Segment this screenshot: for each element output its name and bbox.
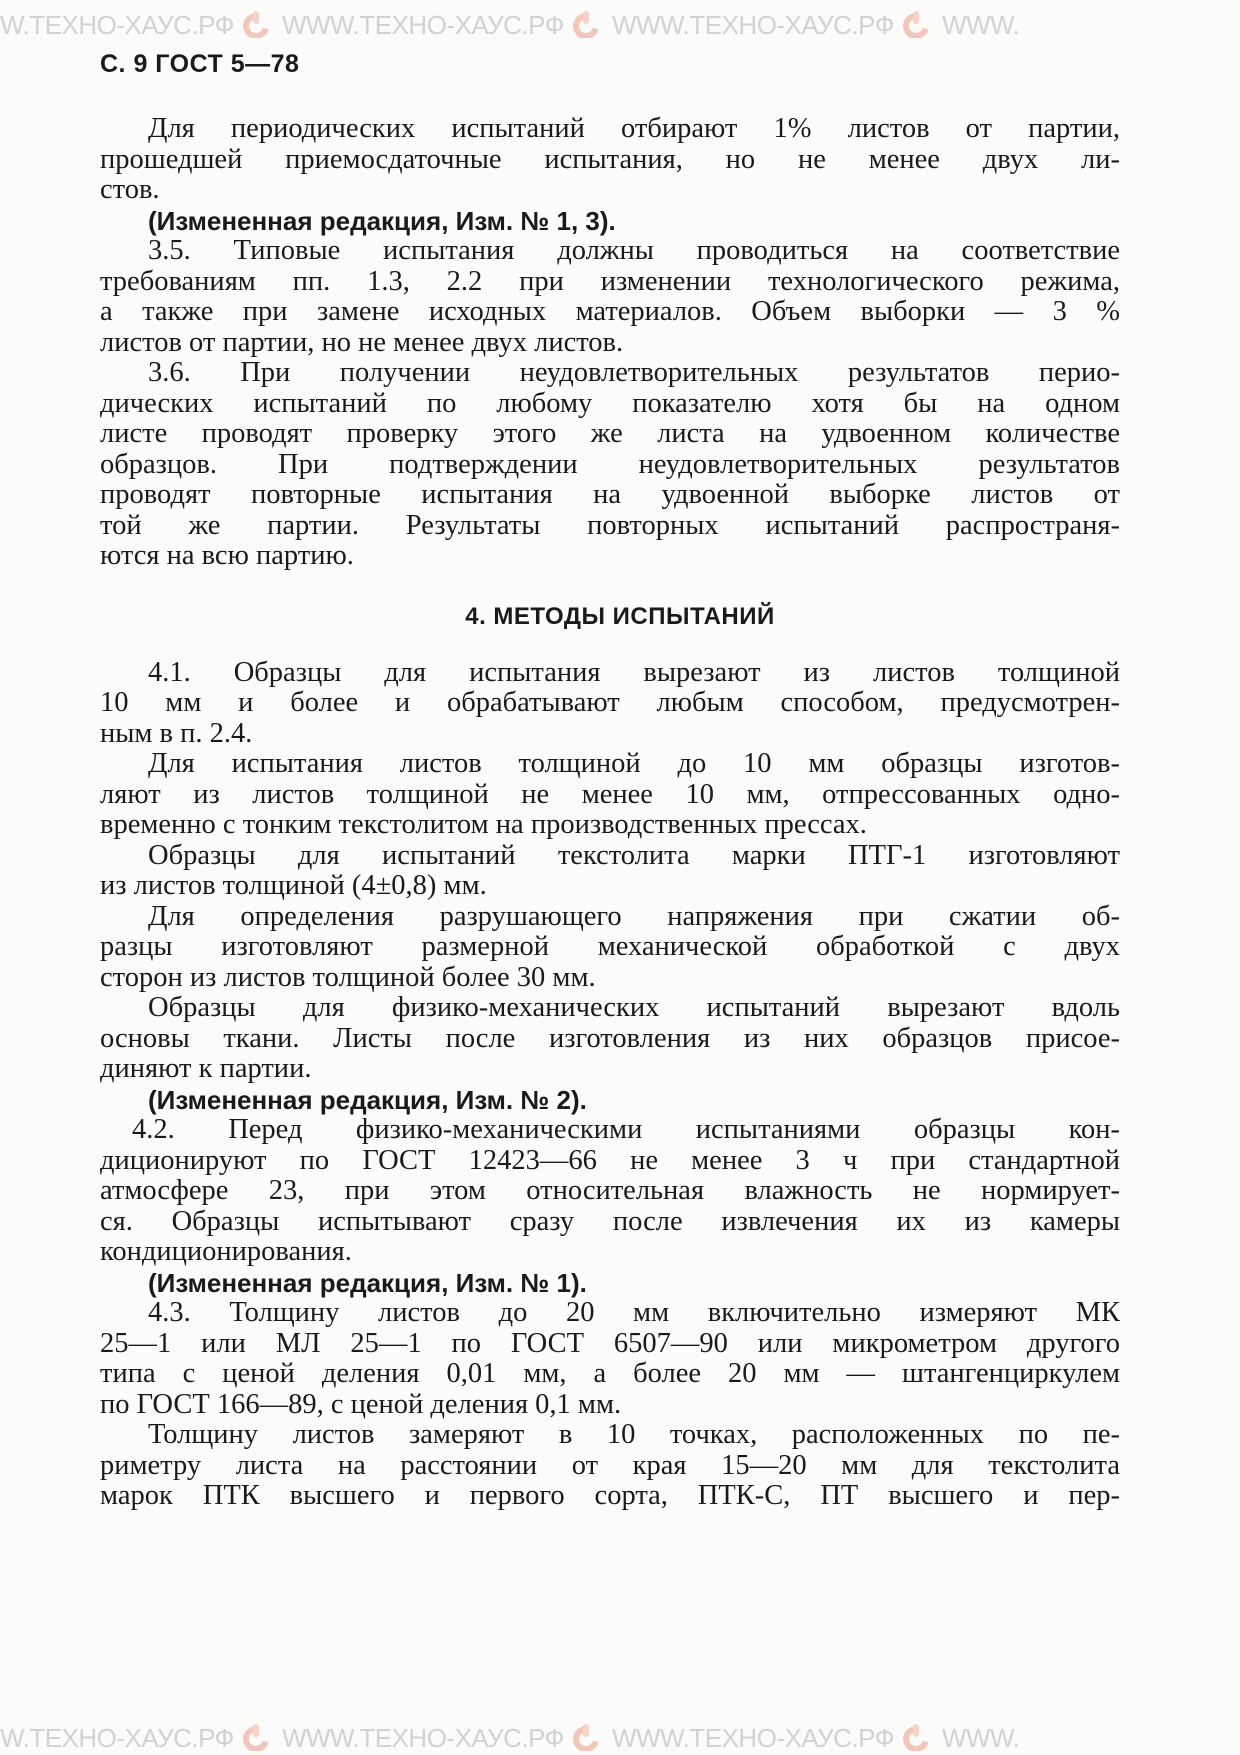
watermark-text: WWW.ТЕХНО-ХАУС.РФ — [611, 1723, 894, 1751]
section-title: 4. МЕТОДЫ ИСПЫТАНИЙ — [465, 602, 775, 630]
text-line: диняют к партии. — [100, 1054, 312, 1084]
clause-3-5 — [100, 236, 1120, 358]
amendment-note: (Измененная редакция, Изм. № 2). — [148, 1084, 587, 1115]
text-line: дических испытаний по любому показателю хотя бы на одном — [100, 388, 1120, 419]
text-line: Для определения разрушающего напряжения при сжатии об- — [148, 901, 1120, 932]
text-line: диционируют по ГОСТ 12423—66 не менее 3 ч при стандартной — [100, 1145, 1120, 1176]
techno-house-logo-icon — [902, 1724, 930, 1751]
techno-house-logo-icon — [572, 1724, 600, 1751]
text-line: листов от партии, но не менее двух листов. — [100, 327, 624, 358]
text-line: атмосфере 23, при этом относительная влажность не нормирует- — [100, 1176, 1120, 1206]
text-line: 10 мм и более и обрабатывают любым способом, предусмотрен- — [100, 688, 1120, 718]
text-line: Толщину листов замеряют в 10 точках, расположенных по пе- — [148, 1420, 1120, 1450]
text-line: ляют из листов толщиной не менее 10 мм, отпрессованных одно- — [100, 779, 1120, 810]
text-line: листе проводят проверку этого же листа на удвоенном количестве — [100, 419, 1120, 449]
watermark-text: W.ТЕХНО-ХАУС.РФ — [0, 10, 234, 38]
amendment-note: (Измененная редакция, Изм. № 1, 3). — [148, 205, 616, 236]
watermark-text: WWW.ТЕХНО-ХАУС.РФ — [281, 10, 564, 38]
watermark-row — [0, 0, 1240, 38]
text-line: временно с тонким текстолитом на производственных прессах. — [100, 810, 867, 840]
paragraph-periodic-tests — [100, 114, 1120, 236]
text-line: по ГОСТ 166—89, с ценой деления 0,1 мм. — [100, 1389, 622, 1420]
amendment-note: (Измененная редакция, Изм. № 1). — [148, 1267, 587, 1298]
clause-4-2 — [100, 1115, 1120, 1298]
text-line: разцы изготовляют размерной механической обработкой с двух — [100, 932, 1120, 962]
text-line: 4.3. Толщину листов до 20 мм включительно измеряют МК — [148, 1298, 1120, 1328]
text-line: проводят повторные испытания на удвоенной выборке листов от — [100, 480, 1120, 510]
watermark-text: WWW. — [941, 1723, 1020, 1751]
watermark-text: WWW.ТЕХНО-ХАУС.РФ — [281, 1723, 564, 1751]
text-line: Образцы для испытаний текстолита марки ПТГ-1 изготовляют — [148, 840, 1120, 871]
text-line: ным в п. 2.4. — [100, 718, 253, 749]
text-line: кондиционирования. — [100, 1237, 352, 1267]
techno-house-logo-icon — [242, 1724, 270, 1751]
watermark-text: W.ТЕХНО-ХАУС.РФ — [0, 1723, 234, 1751]
techno-house-logo-icon — [242, 11, 270, 38]
text-line: той же партии. Результаты повторных испытаний распространя- — [100, 510, 1120, 541]
techno-house-logo-icon — [572, 11, 600, 38]
clause-4-3 — [100, 1298, 1120, 1512]
techno-house-logo-icon — [902, 11, 930, 38]
clause-3-6 — [100, 358, 1120, 572]
watermark-text: WWW.ТЕХНО-ХАУС.РФ — [611, 10, 894, 38]
clause-4-1 — [100, 658, 1120, 1116]
text-line: типа с ценой деления 0,01 мм, а более 20 мм — штангенциркулем — [100, 1359, 1120, 1389]
text-line: из листов толщиной (4±0,8) мм. — [100, 871, 487, 901]
text-line: Для периодических испытаний отбирают 1% листов от партии, — [148, 114, 1120, 144]
text-line: а также при замене исходных материалов. Объем выборки — 3 % — [100, 297, 1120, 327]
watermark-text: WWW. — [941, 10, 1020, 38]
text-line: ся. Образцы испытывают сразу после извлечения их из камеры — [100, 1206, 1120, 1237]
text-line: сторон из листов толщиной более 30 мм. — [100, 962, 596, 993]
text-line: ются на всю партию. — [100, 541, 354, 571]
text-line: 4.2. Перед физико-механическими испытаниями образцы кон- — [132, 1115, 1120, 1145]
text-line: 25—1 или МЛ 25—1 по ГОСТ 6507—90 или микрометром другого — [100, 1328, 1120, 1359]
text-line: образцов. При подтверждении неудовлетворительных результатов — [100, 449, 1120, 480]
text-line: прошедшей приемосдаточные испытания, но не менее двух ли- — [100, 144, 1120, 175]
text-line: стов. — [100, 175, 160, 205]
text-line: основы ткани. Листы после изготовления из них образцов присое- — [100, 1023, 1120, 1054]
text-line: 3.6. При получении неудовлетворительных результатов перио- — [148, 358, 1120, 388]
text-line: 3.5. Типовые испытания должны проводиться на соответствие — [148, 236, 1120, 266]
text-line: требованиям пп. 1.3, 2.2 при изменении технологического режима, — [100, 266, 1120, 297]
text-line: риметру листа на расстоянии от края 15—20 мм для текстолита — [100, 1450, 1120, 1481]
text-line: марок ПТК высшего и первого сорта, ПТК-С, ПТ высшего и пер- — [100, 1481, 1120, 1511]
text-line: Для испытания листов толщиной до 10 мм образцы изготов- — [148, 749, 1120, 779]
text-line: 4.1. Образцы для испытания вырезают из листов толщиной — [148, 657, 1120, 688]
watermark-row — [0, 1721, 1240, 1751]
page-header: С. 9 ГОСТ 5—78 — [100, 50, 300, 78]
document-page — [0, 38, 1240, 1572]
text-line: Образцы для физико-механических испытаний вырезают вдоль — [148, 993, 1120, 1023]
